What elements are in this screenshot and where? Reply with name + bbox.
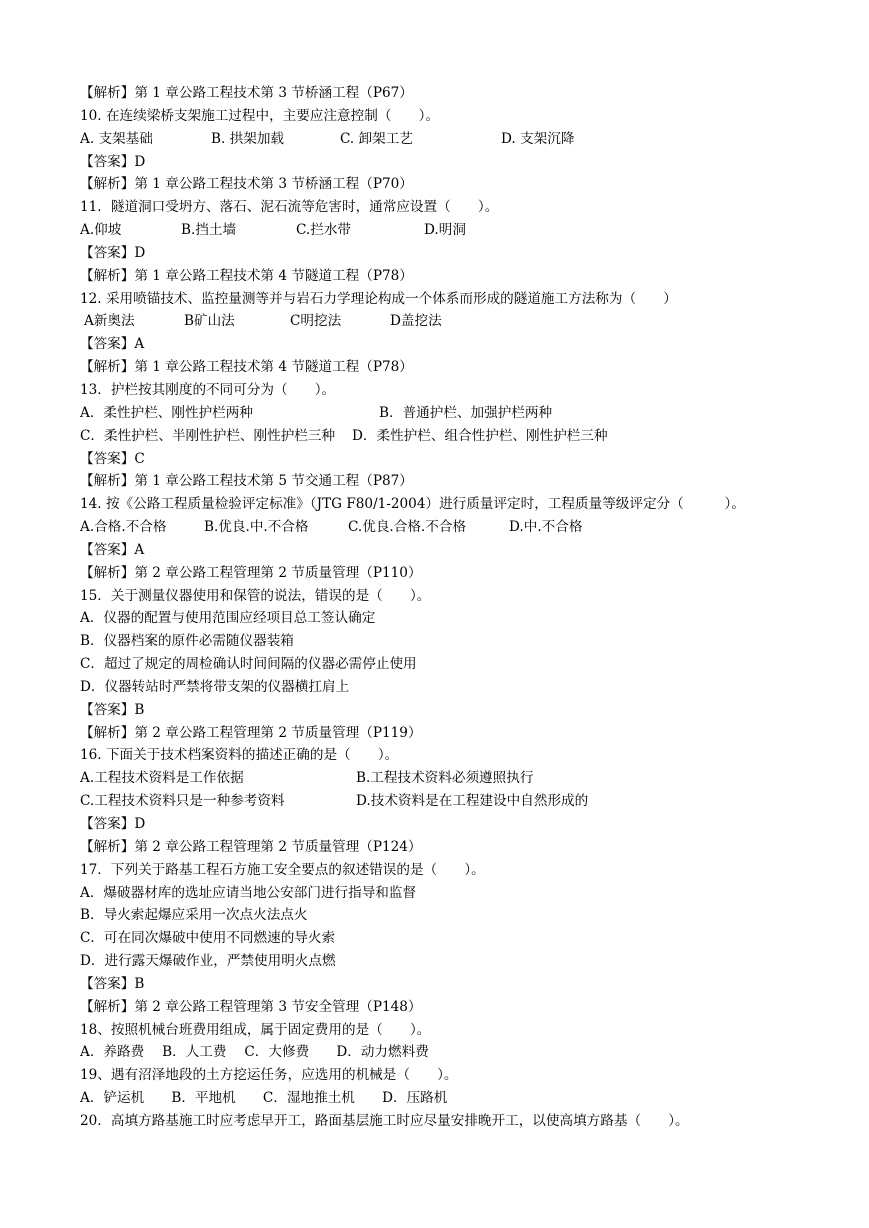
answer-line: 【答案】D <box>80 816 146 832</box>
question-line: 17．下列关于路基工程石方施工安全要点的叙述错误的是（ ）。 <box>80 861 485 878</box>
option-text: A.工程技术资料是工作依据 <box>80 770 244 787</box>
option-text: C.工程技术资料只是一种参考资料 <box>80 793 285 810</box>
option-row <box>80 128 840 151</box>
analysis-line: 【解析】第 2 章公路工程管理第 2 节质量管理（P110） <box>80 564 422 581</box>
analysis-line: 【解析】第 1 章公路工程技术第 3 节桥涵工程（P67） <box>80 85 413 101</box>
option-text: C. 卸架工艺 <box>340 130 413 147</box>
question-line: 15．关于测量仪器使用和保管的说法，错误的是（ ）。 <box>80 587 431 604</box>
option-text: D.技术资料是在工程建设中自然形成的 <box>356 793 589 810</box>
question-line: 19、遇有沼泽地段的土方挖运任务，应选用的机械是（ ）。 <box>80 1067 458 1084</box>
option-line: B．仪器档案的原件必需随仪器装箱 <box>80 633 294 650</box>
option-row <box>80 219 840 242</box>
option-text: D. 支架沉降 <box>501 130 575 147</box>
answer-line: 【答案】B <box>80 975 145 992</box>
option-text: A．柔性护栏、刚性护栏两种 <box>80 404 253 421</box>
option-text: C．柔性护栏、半刚性护栏、刚性护栏三种 <box>80 427 336 444</box>
answer-line: 【答案】B <box>80 701 145 718</box>
option-text: A.合格.不合格 <box>80 519 167 536</box>
option-text: D.明洞 <box>424 222 466 239</box>
option-line: A．铲运机 B．平地机 C．湿地推土机 D．压路机 <box>80 1090 448 1107</box>
option-text: D．柔性护栏、组合性护栏、刚性护栏三种 <box>352 427 608 444</box>
option-text: D盖挖法 <box>390 313 442 330</box>
option-text: C.优良.合格.不合格 <box>348 519 467 536</box>
analysis-line: 【解析】第 1 章公路工程技术第 5 节交通工程（P87） <box>80 473 413 490</box>
option-line: B．导火索起爆应采用一次点火法点火 <box>80 907 308 924</box>
option-text: B. 拱架加载 <box>211 130 285 147</box>
answer-line: 【答案】A <box>80 541 145 558</box>
option-text: C.拦水带 <box>296 222 352 239</box>
analysis-line: 【解析】第 1 章公路工程技术第 4 节隧道工程（P78） <box>80 359 413 376</box>
answer-line: 【答案】D <box>80 153 146 170</box>
option-row <box>80 790 840 813</box>
option-line: A．爆破器材库的选址应请当地公安部门进行指导和监督 <box>80 884 417 901</box>
option-text: B.工程技术资料必须遵照执行 <box>356 770 534 787</box>
analysis-line: 【解析】第 1 章公路工程技术第 3 节桥涵工程（P70） <box>80 176 413 193</box>
option-line: D．仪器转站时严禁将带支架的仪器横扛肩上 <box>80 678 350 695</box>
option-row <box>80 425 840 448</box>
document-page <box>80 82 840 1133</box>
option-text: A新奥法 <box>84 313 135 330</box>
option-text: D.中.不合格 <box>509 519 583 536</box>
analysis-line: 【解析】第 2 章公路工程管理第 2 节质量管理（P119） <box>80 724 422 741</box>
question-line: 11．隧道洞口受坍方、落石、泥石流等危害时，通常应设置（ ）。 <box>80 199 499 216</box>
analysis-line: 【解析】第 1 章公路工程技术第 4 节隧道工程（P78） <box>80 267 413 284</box>
option-line: A．养路费 B．人工费 C．大修费 D．动力燃料费 <box>80 1044 429 1061</box>
option-text: B矿山法 <box>184 313 235 330</box>
option-line: D．进行露天爆破作业，严禁使用明火点燃 <box>80 953 336 970</box>
question-line: 18、按照机械台班费用组成，属于固定费用的是（ ）。 <box>80 1021 431 1038</box>
option-line: A．仪器的配置与使用范围应经项目总工签认确定 <box>80 610 376 627</box>
answer-line: 【答案】C <box>80 450 145 467</box>
question-line: 13．护栏按其刚度的不同可分为（ ）。 <box>80 381 336 398</box>
option-row <box>80 516 840 539</box>
option-row <box>80 402 840 425</box>
option-line: C．可在同次爆破中使用不同燃速的导火索 <box>80 930 336 947</box>
analysis-line: 【解析】第 2 章公路工程管理第 3 节安全管理（P148） <box>80 998 422 1015</box>
question-line: 16. 下面关于技术档案资料的描述正确的是（ ）。 <box>80 747 399 764</box>
question-line: 10. 在连续梁桥支架施工过程中，主要应注意控制（ ）。 <box>80 107 439 124</box>
option-row <box>80 310 840 333</box>
option-text: B．普通护栏、加强护栏两种 <box>379 404 553 421</box>
option-text: A. 支架基础 <box>80 130 153 147</box>
question-line: 14. 按《公路工程质量检验评定标准》（JTG F80/1-2004）进行质量评定时，工程质量等级评定分（ ）。 <box>80 496 745 513</box>
analysis-line: 【解析】第 2 章公路工程管理第 2 节质量管理（P124） <box>80 838 422 855</box>
option-text: C明挖法 <box>290 313 342 330</box>
option-row <box>80 767 840 790</box>
question-line: 20．高填方路基施工时应考虑早开工，路面基层施工时应尽量安排晚开工，以使高填方路基（ ）。 <box>80 1112 689 1129</box>
answer-line: 【答案】D <box>80 244 146 261</box>
question-line: 12. 采用喷锚技术、监控量测等并与岩石力学理论构成一个体系而形成的隧道施工方法称为（ ） <box>80 290 677 307</box>
option-line: C．超过了规定的周检确认时间间隔的仪器必需停止使用 <box>80 656 417 673</box>
option-text: B.挡土墙 <box>181 222 237 239</box>
answer-line: 【答案】A <box>80 336 145 353</box>
option-text: B.优良.中.不合格 <box>204 519 309 536</box>
option-text: A.仰坡 <box>80 222 122 239</box>
